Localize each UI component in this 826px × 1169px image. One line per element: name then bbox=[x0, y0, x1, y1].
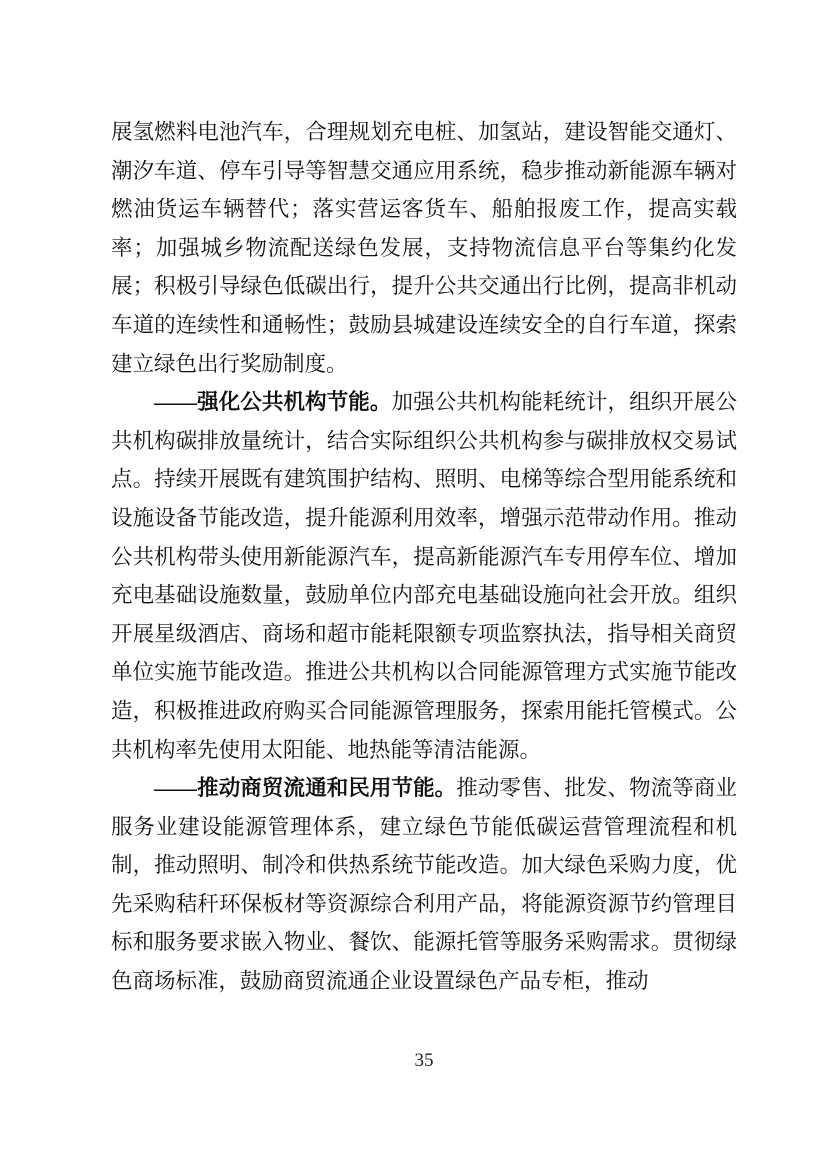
paragraph-1 bbox=[111, 113, 737, 383]
paragraph-3-lead: ——推动商贸流通和民用节能。 bbox=[154, 776, 457, 801]
page-footer bbox=[111, 1047, 737, 1075]
page-number: 35 bbox=[414, 1050, 434, 1071]
paragraph-2-text: 加强公共机构能耗统计，组织开展公共机构碳排放量统计，结合实际组织公共机构参与碳排放权交易试点。持续开展既有建筑围护结构、照明、电梯等综合型用能系统和设施设备节能改造，提升能源利用效率，增强示范带动作用。推动公共机构带头使用新能源汽车，提高新能源汽车专用停车位、增加充电基础设施数量，鼓励单位内部充电基础设施向社会开放。组织开展星级酒店、商场和超市能耗限额专项监察执法，指导相关商贸单位实施节能改造。推进公共机构以合同能源管理方式实施节能改造，积极推进政府购买合同能源管理服务，探索用能托管模式。公共机构率先使用太阳能、地热能等清洁能源。 bbox=[111, 390, 737, 762]
paragraph-2 bbox=[111, 383, 737, 769]
paragraph-3 bbox=[111, 769, 737, 1001]
body-text bbox=[111, 113, 737, 1001]
paragraph-2-lead: ——强化公共机构节能。 bbox=[154, 390, 392, 415]
paragraph-3-text: 推动零售、批发、物流等商业服务业建设能源管理体系，建立绿色节能低碳运营管理流程和机制，推动照明、制冷和供热系统节能改造。加大绿色采购力度，优先采购秸秆环保板材等资源综合利用产品，将能源资源节约管理目标和服务要求嵌入物业、餐饮、能源托管等服务采购需求。贯彻绿色商场标准，鼓励商贸流通企业设置绿色产品专柜，推动 bbox=[111, 776, 737, 994]
paragraph-1-text: 展氢燃料电池汽车，合理规划充电桩、加氢站，建设智能交通灯、潮汐车道、停车引导等智慧交通应用系统，稳步推动新能源车辆对燃油货运车辆替代；落实营运客货车、船舶报废工作，提高实载率；加强城乡物流配送绿色发展，支持物流信息平台等集约化发展；积极引导绿色低碳出行，提升公共交通出行比例，提高非机动车道的连续性和通畅性；鼓励县城建设连续安全的自行车道，探索建立绿色出行奖励制度。 bbox=[111, 120, 737, 376]
